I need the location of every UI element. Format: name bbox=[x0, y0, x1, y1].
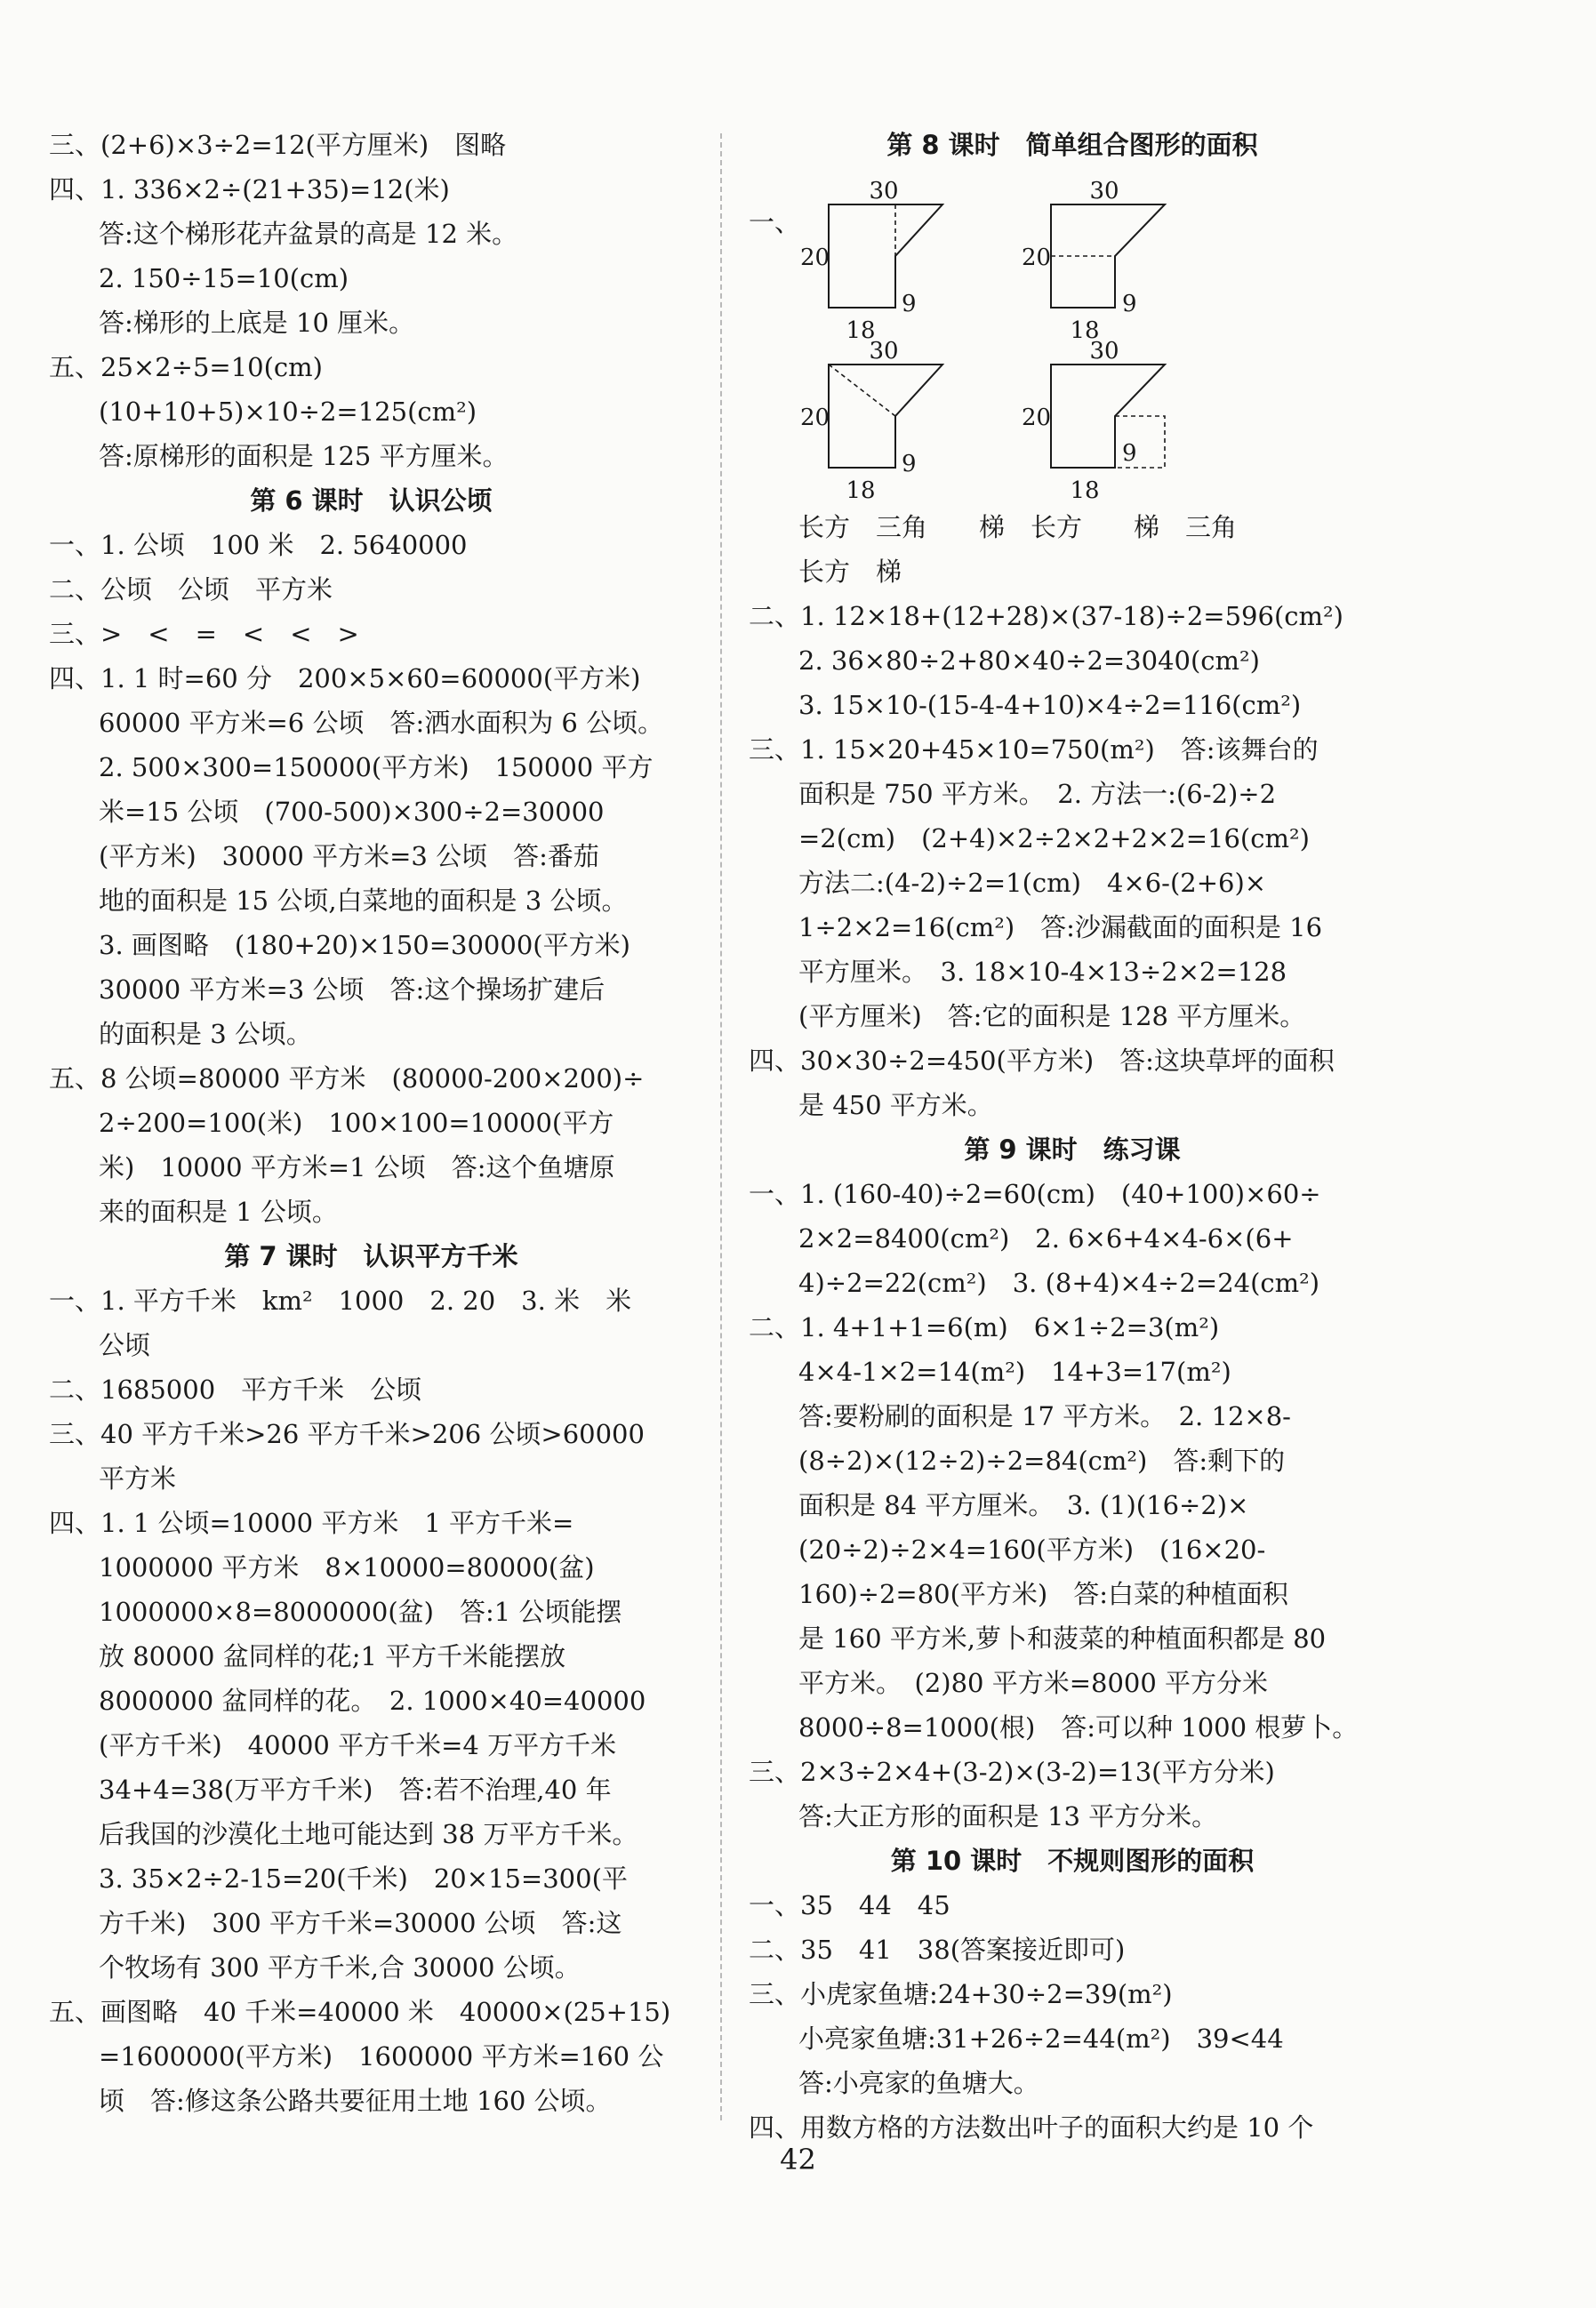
figure-dimension-label: 18 bbox=[1070, 477, 1100, 504]
answer-line: =2(cm) (2+4)×2÷2×2+2×2=16(cm²) bbox=[798, 823, 1310, 853]
answer-line: 一、1. (160-40)÷2=60(cm) (40+100)×60÷ bbox=[749, 1179, 1321, 1209]
figure-dimension-label: 30 bbox=[1089, 178, 1119, 204]
answer-line: 答:大正方形的面积是 13 平方分米。 bbox=[798, 1801, 1218, 1831]
figure-2 bbox=[1022, 178, 1165, 344]
answer-line: 8000÷8=1000(根) 答:可以种 1000 根萝卜。 bbox=[798, 1712, 1359, 1743]
figures-label: 一、 bbox=[749, 207, 801, 237]
answer-line: 平方厘米。 3. 18×10-4×13÷2×2=128 bbox=[798, 957, 1287, 987]
answer-line: (8÷2)×(12÷2)÷2=84(cm²) 答:剩下的 bbox=[798, 1446, 1286, 1476]
answer-line: 三、1. 15×20+45×10=750(m²) 答:该舞台的 bbox=[749, 734, 1319, 765]
answer-line: 二、1. 4+1+1=6(m) 6×1÷2=3(m²) bbox=[749, 1312, 1220, 1342]
figure-dimension-label: 18 bbox=[1070, 317, 1100, 344]
answer-line: 2÷200=100(米) 100×100=10000(平方 bbox=[99, 1108, 614, 1138]
answer-line: 一、1. 公顷 100 米 2. 5640000 bbox=[49, 530, 468, 560]
answer-line: 个牧场有 300 平方千米,合 30000 公顷。 bbox=[99, 1952, 581, 1983]
figure-dimension-label: 30 bbox=[869, 338, 899, 365]
answer-line: 米) 10000 平方米=1 公顷 答:这个鱼塘原 bbox=[99, 1152, 615, 1182]
answer-line: 60000 平方米=6 公顷 答:洒水面积为 6 公顷。 bbox=[99, 708, 664, 738]
answer-line: 五、8 公顷=80000 平方米 (80000-200×200)÷ bbox=[49, 1063, 645, 1094]
figure-dimension-label: 20 bbox=[1022, 405, 1052, 431]
answer-line: 4×4-1×2=14(m²) 14+3=17(m²) bbox=[798, 1357, 1231, 1387]
answer-line: 四、用数方格的方法数出叶子的面积大约是 10 个 bbox=[749, 2112, 1314, 2143]
answer-line: 四、1. 1 公顷=10000 平方米 1 平方千米= bbox=[49, 1508, 574, 1538]
column-divider bbox=[720, 133, 722, 2120]
answer-line: 二、1. 12×18+(12+28)×(37-18)÷2=596(cm²) bbox=[749, 601, 1343, 631]
answer-line: 方千米) 300 平方千米=30000 公顷 答:这 bbox=[99, 1908, 622, 1938]
answer-line: 三、40 平方千米>26 平方千米>206 公顷>60000 bbox=[49, 1419, 645, 1449]
answer-line: =1600000(平方米) 1600000 平方米=160 公 bbox=[99, 2041, 664, 2072]
answer-line: 答:梯形的上底是 10 厘米。 bbox=[99, 308, 415, 338]
figure-dimension-label: 9 bbox=[902, 451, 917, 477]
answer-line: 3. 15×10-(15-4-4+10)×4÷2=116(cm²) bbox=[798, 690, 1302, 720]
answer-line: 米=15 公顷 (700-500)×300÷2=30000 bbox=[99, 797, 605, 827]
left-column bbox=[49, 123, 694, 2123]
figure-dimension-label: 30 bbox=[1089, 338, 1119, 365]
figure-dimension-label: 9 bbox=[1122, 291, 1137, 317]
figure-dimension-label: 18 bbox=[846, 317, 876, 344]
answer-line: 三、(2+6)×3÷2=12(平方厘米) 图略 bbox=[49, 130, 507, 160]
answer-line: 是 450 平方米。 bbox=[798, 1090, 993, 1120]
answer-line: (平方米) 30000 平方米=3 公顷 答:番茄 bbox=[99, 841, 599, 871]
answer-line: 四、1. 336×2÷(21+35)=12(米) bbox=[49, 174, 450, 204]
answer-line: 160)÷2=80(平方米) 答:白菜的种植面积 bbox=[798, 1579, 1289, 1609]
answer-line: 是 160 平方米,萝卜和菠菜的种植面积都是 80 bbox=[798, 1623, 1327, 1654]
answer-line: 四、30×30÷2=450(平方米) 答:这块草坪的面积 bbox=[749, 1046, 1335, 1076]
answer-line: 四、1. 1 时=60 分 200×5×60=60000(平方米) bbox=[49, 663, 641, 693]
answer-line: 方法二:(4-2)÷2=1(cm) 4×6-(2+6)× bbox=[798, 868, 1267, 898]
answer-line: 面积是 750 平方米。 2. 方法一:(6-2)÷2 bbox=[798, 779, 1277, 809]
answer-line: 三、小虎家鱼塘:24+30÷2=39(m²) bbox=[749, 1979, 1173, 2009]
section-title: 第 8 课时 简单组合图形的面积 bbox=[886, 130, 1258, 160]
figure-dimension-label: 20 bbox=[800, 405, 830, 431]
answer-line: 答:要粉刷的面积是 17 平方米。 2. 12×8- bbox=[798, 1401, 1291, 1431]
answer-line: 地的面积是 15 公顷,白菜地的面积是 3 公顷。 bbox=[99, 886, 628, 916]
answer-line: 放 80000 盆同样的花;1 平方千米能摆放 bbox=[99, 1641, 566, 1671]
answer-line: (10+10+5)×10÷2=125(cm²) bbox=[99, 397, 477, 427]
answer-line: 8000000 盆同样的花。 2. 1000×40=40000 bbox=[99, 1686, 646, 1716]
answer-line: 面积是 84 平方厘米。 3. (1)(16÷2)× bbox=[798, 1490, 1249, 1520]
answer-line: 34+4=38(万平方千米) 答:若不治理,40 年 bbox=[99, 1775, 612, 1805]
figure-dimension-label: 18 bbox=[846, 477, 876, 504]
answer-line: 1÷2×2=16(cm²) 答:沙漏截面的面积是 16 bbox=[798, 912, 1323, 942]
right-column bbox=[749, 123, 1396, 2150]
answer-line: 2. 150÷15=10(cm) bbox=[99, 263, 349, 293]
answer-line: 长方 三角 梯 长方 梯 三角 bbox=[798, 512, 1238, 542]
figure-3 bbox=[800, 338, 942, 504]
answer-line: 平方米。 (2)80 平方米=8000 平方分米 bbox=[798, 1668, 1269, 1698]
answer-line: 答:这个梯形花卉盆景的高是 12 米。 bbox=[99, 219, 518, 249]
figure-dimension-label: 30 bbox=[869, 178, 899, 204]
answer-line: 3. 35×2÷2-15=20(千米) 20×15=300(平 bbox=[99, 1863, 628, 1894]
answer-line: (20÷2)÷2×4=160(平方米) (16×20- bbox=[798, 1535, 1266, 1565]
answer-line: (平方厘米) 答:它的面积是 128 平方厘米。 bbox=[798, 1001, 1306, 1031]
answer-line: 二、35 41 38(答案接近即可) bbox=[749, 1935, 1126, 1965]
answer-line: 小亮家鱼塘:31+26÷2=44(m²) 39<44 bbox=[798, 2024, 1284, 2054]
section-title: 第 7 课时 认识平方千米 bbox=[224, 1241, 518, 1271]
answer-line: 长方 梯 bbox=[798, 557, 902, 587]
figure-4 bbox=[1022, 338, 1165, 504]
answer-line: 五、25×2÷5=10(cm) bbox=[49, 352, 323, 382]
answer-line: 三、> < = < < > bbox=[49, 619, 359, 649]
figure-dimension-label: 9 bbox=[902, 291, 917, 317]
answer-line: 公顷 bbox=[99, 1330, 151, 1360]
answer-line: 答:原梯形的面积是 125 平方厘米。 bbox=[99, 441, 509, 471]
answer-line: 答:小亮家的鱼塘大。 bbox=[798, 2068, 1039, 2098]
answer-line: 来的面积是 1 公顷。 bbox=[99, 1197, 338, 1227]
answer-line: 二、公顷 公顷 平方米 bbox=[49, 574, 333, 605]
figure-1 bbox=[800, 178, 942, 344]
answer-line: 2. 36×80÷2+80×40÷2=3040(cm²) bbox=[798, 645, 1260, 676]
section-title: 第 10 课时 不规则图形的面积 bbox=[890, 1846, 1255, 1876]
answer-line: 三、2×3÷2×4+(3-2)×(3-2)=13(平方分米) bbox=[749, 1757, 1275, 1787]
answer-line: 30000 平方米=3 公顷 答:这个操场扩建后 bbox=[99, 974, 606, 1005]
figure-dimension-label: 20 bbox=[800, 244, 830, 271]
figure-dimension-label: 9 bbox=[1122, 440, 1137, 467]
answer-line: (平方千米) 40000 平方千米=4 万平方千米 bbox=[99, 1730, 617, 1760]
page-number: 42 bbox=[780, 2143, 816, 2176]
composite-figures bbox=[749, 167, 1396, 505]
section-title: 第 9 课时 练习课 bbox=[964, 1134, 1181, 1165]
answer-line: 4)÷2=22(cm²) 3. (8+4)×4÷2=24(cm²) bbox=[798, 1268, 1320, 1298]
answer-line: 1000000×8=8000000(盆) 答:1 公顷能摆 bbox=[99, 1597, 622, 1627]
answer-line: 平方米 bbox=[99, 1463, 177, 1494]
answer-line: 后我国的沙漠化土地可能达到 38 万平方千米。 bbox=[99, 1819, 638, 1849]
answer-line: 2. 500×300=150000(平方米) 150000 平方 bbox=[99, 752, 654, 782]
answer-line: 2×2=8400(cm²) 2. 6×6+4×4-6×(6+ bbox=[798, 1223, 1294, 1254]
answer-line: 二、1685000 平方千米 公顷 bbox=[49, 1374, 422, 1405]
section-title: 第 6 课时 认识公顷 bbox=[250, 485, 493, 516]
answer-line: 3. 画图略 (180+20)×150=30000(平方米) bbox=[99, 930, 630, 960]
answer-line: 1000000 平方米 8×10000=80000(盆) bbox=[99, 1552, 595, 1583]
answer-line: 一、1. 平方千米 km² 1000 2. 20 3. 米 米 bbox=[49, 1286, 632, 1316]
answer-line: 的面积是 3 公顷。 bbox=[99, 1019, 312, 1049]
answer-line: 顷 答:修这条公路共要征用土地 160 公顷。 bbox=[99, 2086, 612, 2116]
figure-dimension-label: 20 bbox=[1022, 244, 1052, 271]
answer-line: 五、画图略 40 千米=40000 米 40000×(25+15) bbox=[49, 1997, 671, 2027]
answer-line: 一、35 44 45 bbox=[749, 1890, 950, 1920]
figures-svg bbox=[749, 167, 1396, 505]
